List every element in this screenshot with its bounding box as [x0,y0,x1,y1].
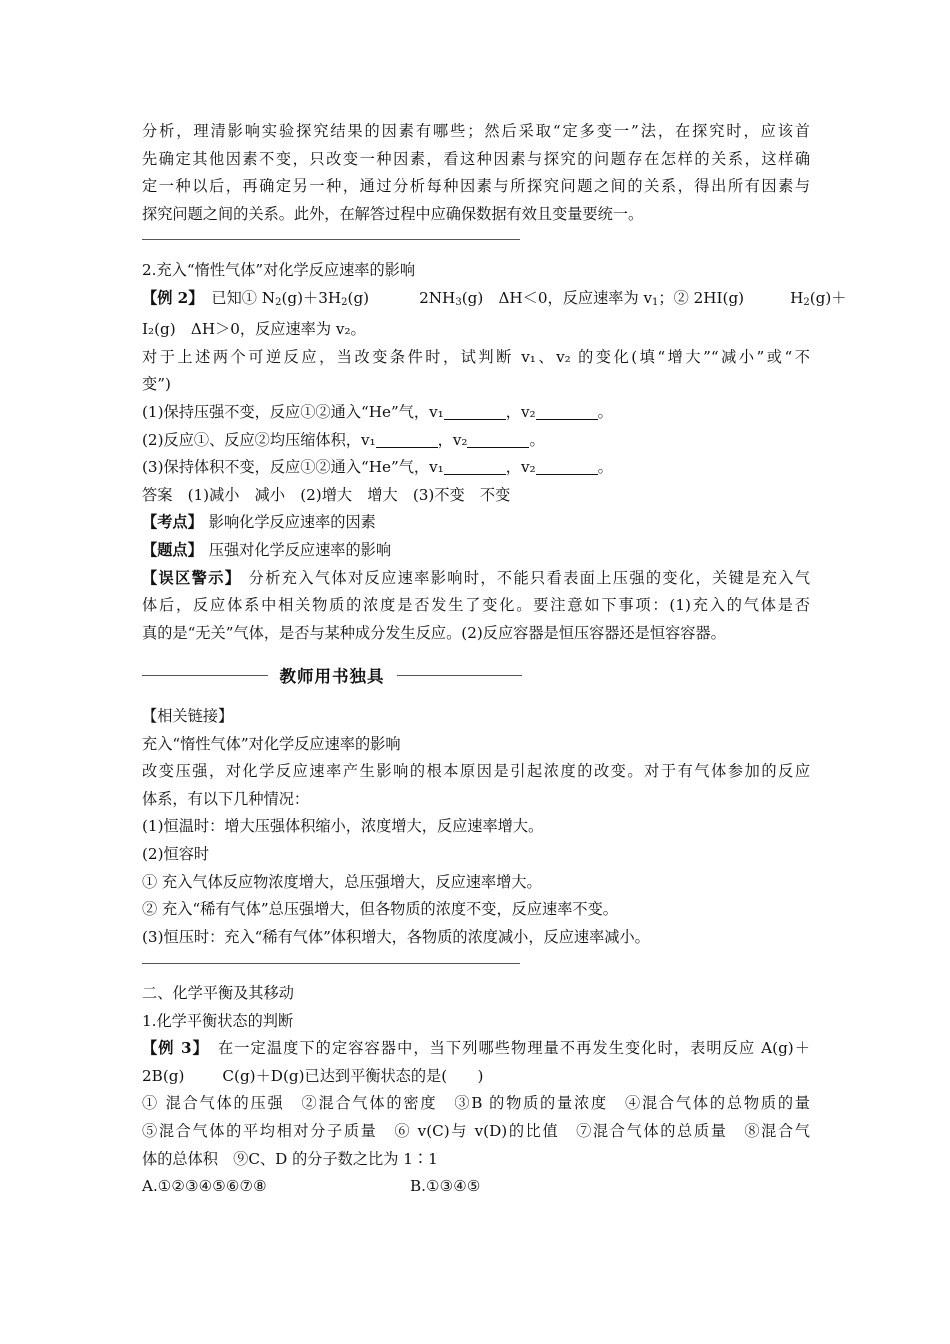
related-line-6: ① 充入气体反应物浓度增大，总压强增大，反应速率增大。 [142,872,542,891]
options-line-2: ⑤混合气体的平均相对分子质量 ⑥ v(C)与 v(D)的比值 ⑦混合气体的总质量 ⑧混合气 [142,1121,810,1140]
divider-rule-2 [142,963,520,964]
answer-blank-q2-v2[interactable] [467,432,529,448]
end-mark: 。 [597,458,613,477]
warning-line-2: 体后，反应体系中相关物质的浓度是否发生了变化。要注意如下事项：(1)充入的气体是否 [142,596,810,615]
related-line-2: 改变压强，对化学反应速率产生影响的根本原因是引起浓度的改变。对于有气体参加的反应 [142,762,810,781]
example-2-tag: 【例 2】 [142,288,204,307]
related-line-1: 充入“惰性气体”对化学反应速率的影响 [142,734,401,753]
related-line-5: (2)恒容时 [142,844,210,863]
question-3 [142,454,810,482]
choice-b[interactable]: B.①③④⑤ [410,1177,481,1196]
warning-text-1: 分析充入气体对反应速率影响时，不能只看表面上压强的变化，关键是充入气 [247,568,811,587]
options-line-1: ① 混合气体的压强 ②混合气体的密度 ③B 的物质的量浓度 ④混合气体的总物质的量 [142,1094,810,1113]
related-line-7: ② 充入“稀有气体”总压强增大，但各物质的浓度不变，反应速率不变。 [142,900,618,919]
example-2-text-g: H [790,288,804,307]
section-2-heading: 2.充入“惰性气体”对化学反应速率的影响 [142,261,416,279]
banner-left-rule [142,675,268,676]
example-3-line-2 [142,1063,810,1091]
question-2 [142,427,810,455]
kaodian-line [142,509,810,537]
end-mark: 。 [529,430,545,449]
warning-line-3: 真的是“无关”气体，是否与某种成分发生反应。(2)反应容器是恒压容器还是恒容容器。 [142,623,726,642]
kaodian-text: 影响化学反应速率的因素 [208,513,376,532]
kaodian-tag: 【考点】 [142,513,203,532]
related-line-3: 体系，有以下几种情况： [142,789,310,808]
example-2-text-e: (g) ΔH＜0，反应速率为 v [461,288,653,307]
answer-blank-q2-v1[interactable] [376,432,438,448]
banner-right-rule [397,675,523,676]
intro-line-4: 探究问题之间的关系。此外，在解答过程中应确保数据有效且变量要统一。 [142,204,644,223]
example-2-line-1: 【例 2】 已知① $N_2(g)+3H_2(g)$ $2NH_3(g)$ ΔH＜0，反应速率为 $v_1$；② 2HI(g) $H_2(g)+$ [142,288,847,308]
answer-blank-q3-v1[interactable] [444,459,506,475]
question-3-text: (3)保持体积不变，反应①②通入“He”气，v₁ [142,458,444,477]
tidian-text: 压强对化学反应速率的影响 [208,540,391,559]
divider-rule [142,239,520,240]
end-mark: 。 [597,402,613,421]
answer-blank-q1-v1[interactable] [444,404,506,420]
intro-paragraph [142,118,810,228]
example-2-text-c: (g) [347,288,370,307]
part-two-heading: 二、化学平衡及其移动 [142,984,294,1002]
intro-line-1: 分析，理清影响实验探究结果的因素有哪些；然后采取“定多变一”法，在探究时，应该首 [142,122,810,140]
example-2-line-4: 变”) [142,375,171,394]
answer-blank-q3-v2[interactable] [536,459,598,475]
intro-line-3: 定一种以后，再确定另一种，通过分析每种因素与所探究问题之间的关系，得出所有因素与 [142,177,810,196]
v2-label: ，v₂ [505,458,536,477]
example-2-text-d: 2NH [419,288,456,307]
related-line-8: (3)恒压时：充入“稀有气体”体积增大，各物质的浓度减小，反应速率减小。 [142,927,650,946]
part-two-subheading: 1.化学平衡状态的判断 [142,1011,294,1030]
example-2-text-h: (g)＋ [809,288,847,307]
question-1 [142,399,810,427]
answer-line: 答案 (1)减小 减小 (2)增大 增大 (3)不变 不变 [142,485,511,504]
part-two-section [142,980,810,1201]
choice-a[interactable]: A.①②③④⑤⑥⑦⑧ [142,1177,267,1196]
related-link-section [142,703,810,951]
section-2 [142,257,847,647]
question-1-text: (1)保持压强不变，反应①②通入“He”气，v₁ [142,402,444,421]
example-3-line-1 [142,1035,810,1063]
example-3-text-2a: 2B(g) [142,1066,185,1085]
related-tag: 【相关链接】 [142,707,234,725]
related-line-4: (1)恒温时：增大压强体积缩小，浓度增大，反应速率增大。 [142,817,544,836]
question-2-text: (2)反应①、反应②均压缩体积，v₁ [142,430,376,449]
teacher-only-banner [142,661,522,689]
warning-line-1 [142,565,810,593]
example-2-text-b: (g)＋3H [281,288,342,307]
v2-label: ，v₂ [505,402,536,421]
warning-tag: 【误区警示】 [142,568,242,587]
example-2-text-f: ；② 2HI(g) [658,288,745,307]
choices-line [142,1173,810,1201]
example-3-tag: 【例 3】 [142,1039,209,1058]
v2-label: ，v₂ [437,430,468,449]
example-3-text-1: 在一定温度下的定容容器中，当下列哪些物理量不再发生变化时，表明反应 A(g)＋ [216,1039,810,1058]
example-2-line-3: 对于上述两个可逆反应，当改变条件时，试判断 v₁、v₂ 的变化(填“增大”“减小”或“不 [142,347,810,366]
intro-line-2: 先确定其他因素不变，只改变一种因素，看这种因素与探究的问题存在怎样的关系，这样确 [142,149,810,168]
example-3-text-2b: C(g)＋D(g)已达到平衡状态的是( ) [222,1066,484,1085]
banner-title: 教师用书独具 [279,667,385,686]
tidian-line [142,537,810,565]
example-2-line-2: I₂(g) ΔH＞0，反应速率为 v₂。 [142,320,366,339]
example-2-text-a: 已知① N [211,288,276,307]
tidian-tag: 【题点】 [142,540,203,559]
options-line-3: 体的总体积 ⑨C、D 的分子数之比为 1∶1 [142,1149,438,1168]
answer-blank-q1-v2[interactable] [536,404,598,420]
